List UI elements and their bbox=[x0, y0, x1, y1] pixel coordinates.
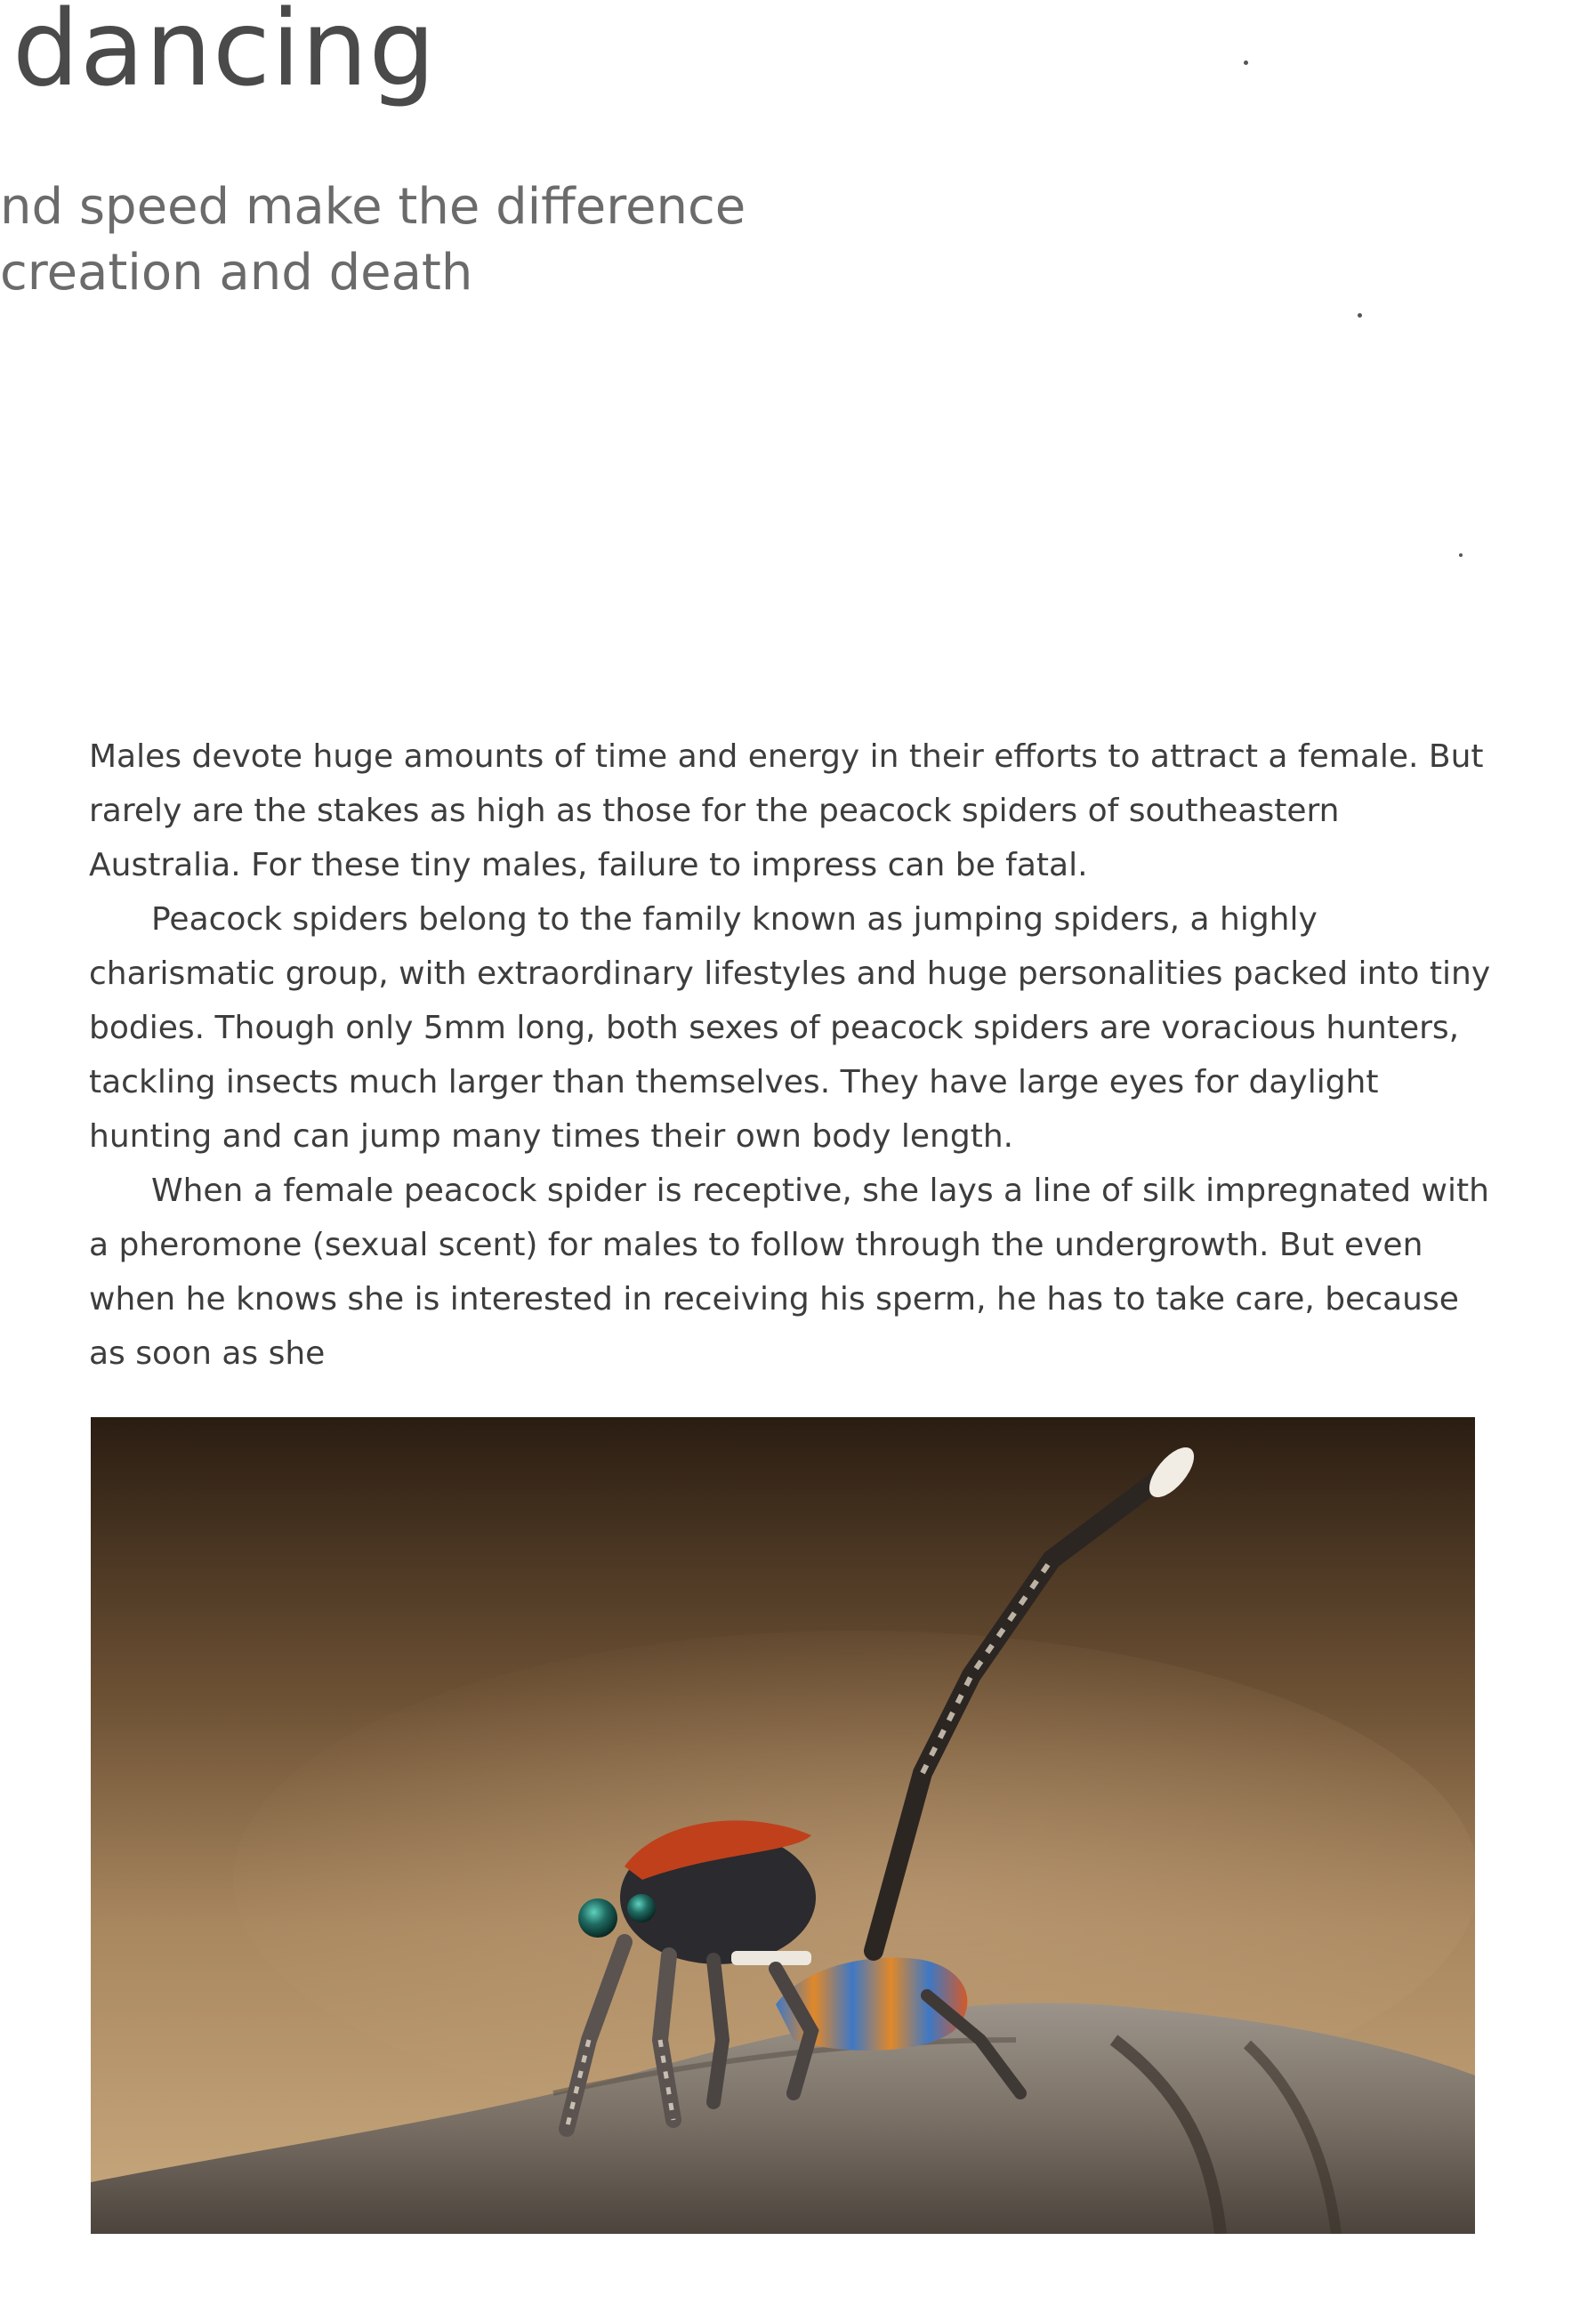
peacock-spider-illustration bbox=[91, 1417, 1475, 2234]
article-body bbox=[89, 729, 1495, 1381]
subtitle-line-1: nd speed make the difference bbox=[0, 178, 746, 236]
body-paragraph: Peacock spiders belong to the family known as jumping spiders, a highly charismatic group, with extraordinary lifestyles and huge personalities packed into tiny bodies. Though only 5mm long, both sexes of peacock spiders are voracious hunters, tackling insects much larger than themselves. They have large eyes for daylight hunting and can jump many times their own body length. bbox=[89, 901, 1491, 1155]
spider-leg bbox=[713, 1960, 722, 2102]
subtitle-line-2: creation and death bbox=[0, 244, 473, 302]
scan-speck bbox=[1459, 553, 1463, 557]
spider-white-band bbox=[731, 1951, 811, 1965]
peacock-spider-photo bbox=[91, 1417, 1475, 2234]
body-paragraph: When a female peacock spider is receptive, she lays a line of silk impregnated with a pheromone (sexual scent) for males to follow through the undergrowth. But even when he knows she is interested in receiving his sperm, he has to take care, because as soon as she bbox=[89, 1173, 1489, 1372]
scan-speck bbox=[1244, 60, 1248, 65]
spider-eye bbox=[578, 1898, 617, 1938]
body-paragraph: Males devote huge amounts of time and energy in their efforts to attract a female. But rarely are the stakes as high as those for the peacock spiders of southeastern Australia. For these tiny males, failure to impress can be fatal. bbox=[89, 738, 1484, 883]
scan-speck bbox=[1358, 313, 1362, 318]
page-title: dancing bbox=[12, 0, 437, 109]
page-subtitle bbox=[0, 174, 746, 306]
spider-eye bbox=[627, 1894, 656, 1922]
